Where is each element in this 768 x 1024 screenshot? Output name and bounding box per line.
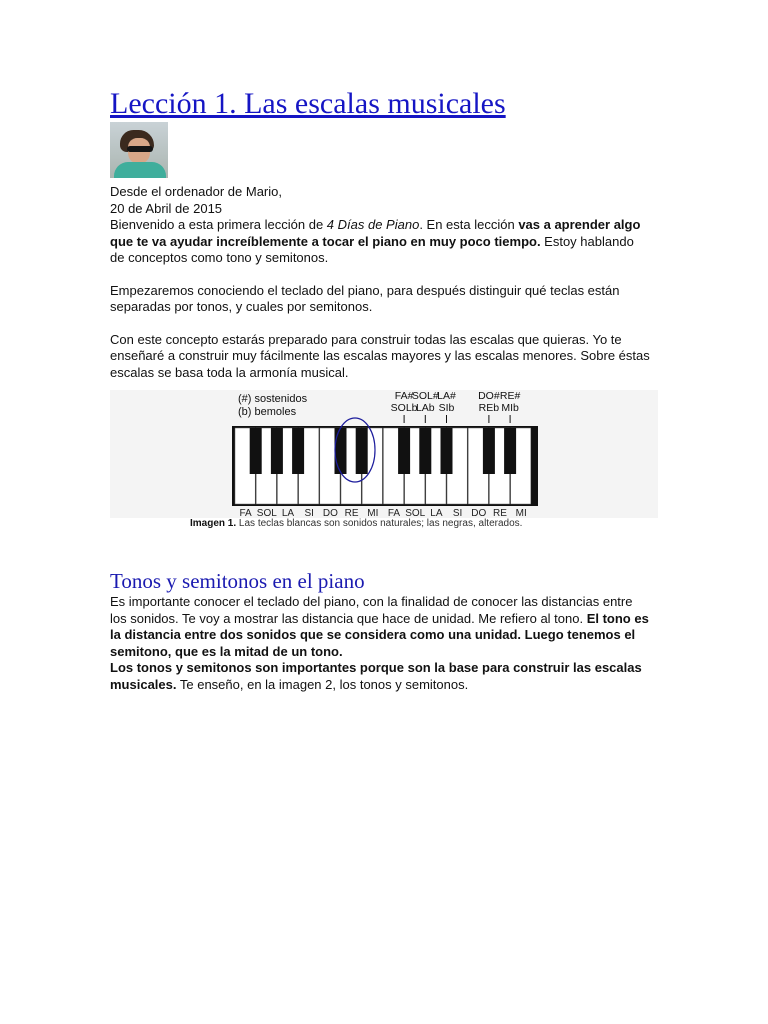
black-key	[356, 428, 368, 474]
sharp-label: FA#	[394, 390, 414, 402]
byline: Desde el ordenador de Mario,	[110, 184, 282, 199]
black-key	[398, 428, 410, 474]
black-key	[419, 428, 431, 474]
white-key-label: LA	[281, 508, 295, 518]
white-key-label: SOL	[405, 508, 426, 518]
white-key-label: FA	[387, 508, 401, 518]
legend-flat: (b) bemoles	[238, 406, 297, 418]
white-key-label: DO	[322, 508, 338, 518]
intro-paragraph-2: Empezaremos conociendo el teclado del piano, para después distinguir qué teclas están separadas por tonos, y cuales por semitonos.	[110, 282, 620, 314]
black-key	[504, 428, 516, 474]
legend-sharp: (#) sostenidos	[238, 393, 308, 405]
white-key-label: SI	[452, 508, 463, 518]
white-key-label: MI	[367, 508, 379, 518]
white-key-label: SOL	[256, 508, 277, 518]
sharp-label: RE#	[499, 390, 521, 402]
white-key-label: DO	[471, 508, 487, 518]
white-key-label: LA	[430, 508, 443, 518]
author-avatar	[110, 122, 168, 178]
flat-label: SOLb	[390, 402, 418, 414]
sharp-label: SOL#	[411, 390, 439, 402]
piano-keyboard-figure	[110, 390, 658, 529]
document-page	[110, 86, 650, 693]
flat-label: LAb	[415, 402, 435, 414]
black-key	[441, 428, 453, 474]
piano-keyboard-diagram	[110, 390, 658, 518]
white-key-label: RE	[493, 508, 507, 518]
intro-paragraph-1: Bienvenido a esta primera lección de 4 Días de Piano. En esta lección vas a aprender algo que te va ayudar increíblemente a tocar el piano en muy poco tiempo. Estoy hablando de conceptos como tono y semitonos.	[110, 217, 641, 265]
sharp-label: DO#	[478, 390, 500, 402]
black-key	[483, 428, 495, 474]
flat-label: MIb	[501, 402, 519, 414]
section-paragraph-2: Los tonos y semitonos son importantes porque son la base para construir las escalas musicales. Te enseño, en la imagen 2, los tonos y semitonos.	[110, 660, 642, 692]
intro-paragraph-3: Con este concepto estarás preparado para construir todas las escalas que quieras. Yo te enseñaré a construir muy fácilmente las escalas mayores y las escalas menores. Sobre éstas escalas se basa toda la armonía musical.	[110, 331, 650, 380]
figure-caption: Imagen 1. Las teclas blancas son sonidos naturales; las negras, alterados.	[190, 518, 523, 529]
black-key	[335, 428, 347, 474]
black-key	[250, 428, 262, 474]
black-key	[292, 428, 304, 474]
flat-label: REb	[478, 402, 500, 414]
white-key-label: SI	[304, 508, 314, 518]
section-paragraph-1: Es importante conocer el teclado del piano, con la finalidad de conocer las distancias entre los sonidos. Te voy a mostrar las distancia que hace de unidad. Me refiero al tono. El tono es la distancia entre dos sonidos que se considera como una unidad. Luego tenemos el semitono, que es la mitad de un tono.	[110, 594, 649, 659]
white-key-label: RE	[344, 508, 359, 518]
white-key-label: FA	[239, 508, 252, 518]
white-key-label: MI	[515, 508, 527, 518]
black-key	[271, 428, 283, 474]
flat-label: SIb	[438, 402, 455, 414]
sharp-label: LA#	[437, 390, 456, 402]
post-date: 20 de Abril de 2015	[110, 200, 223, 216]
section-heading: Tonos y semitonos en el piano	[110, 569, 365, 593]
page-title[interactable]: Lección 1. Las escalas musicales	[110, 87, 506, 120]
